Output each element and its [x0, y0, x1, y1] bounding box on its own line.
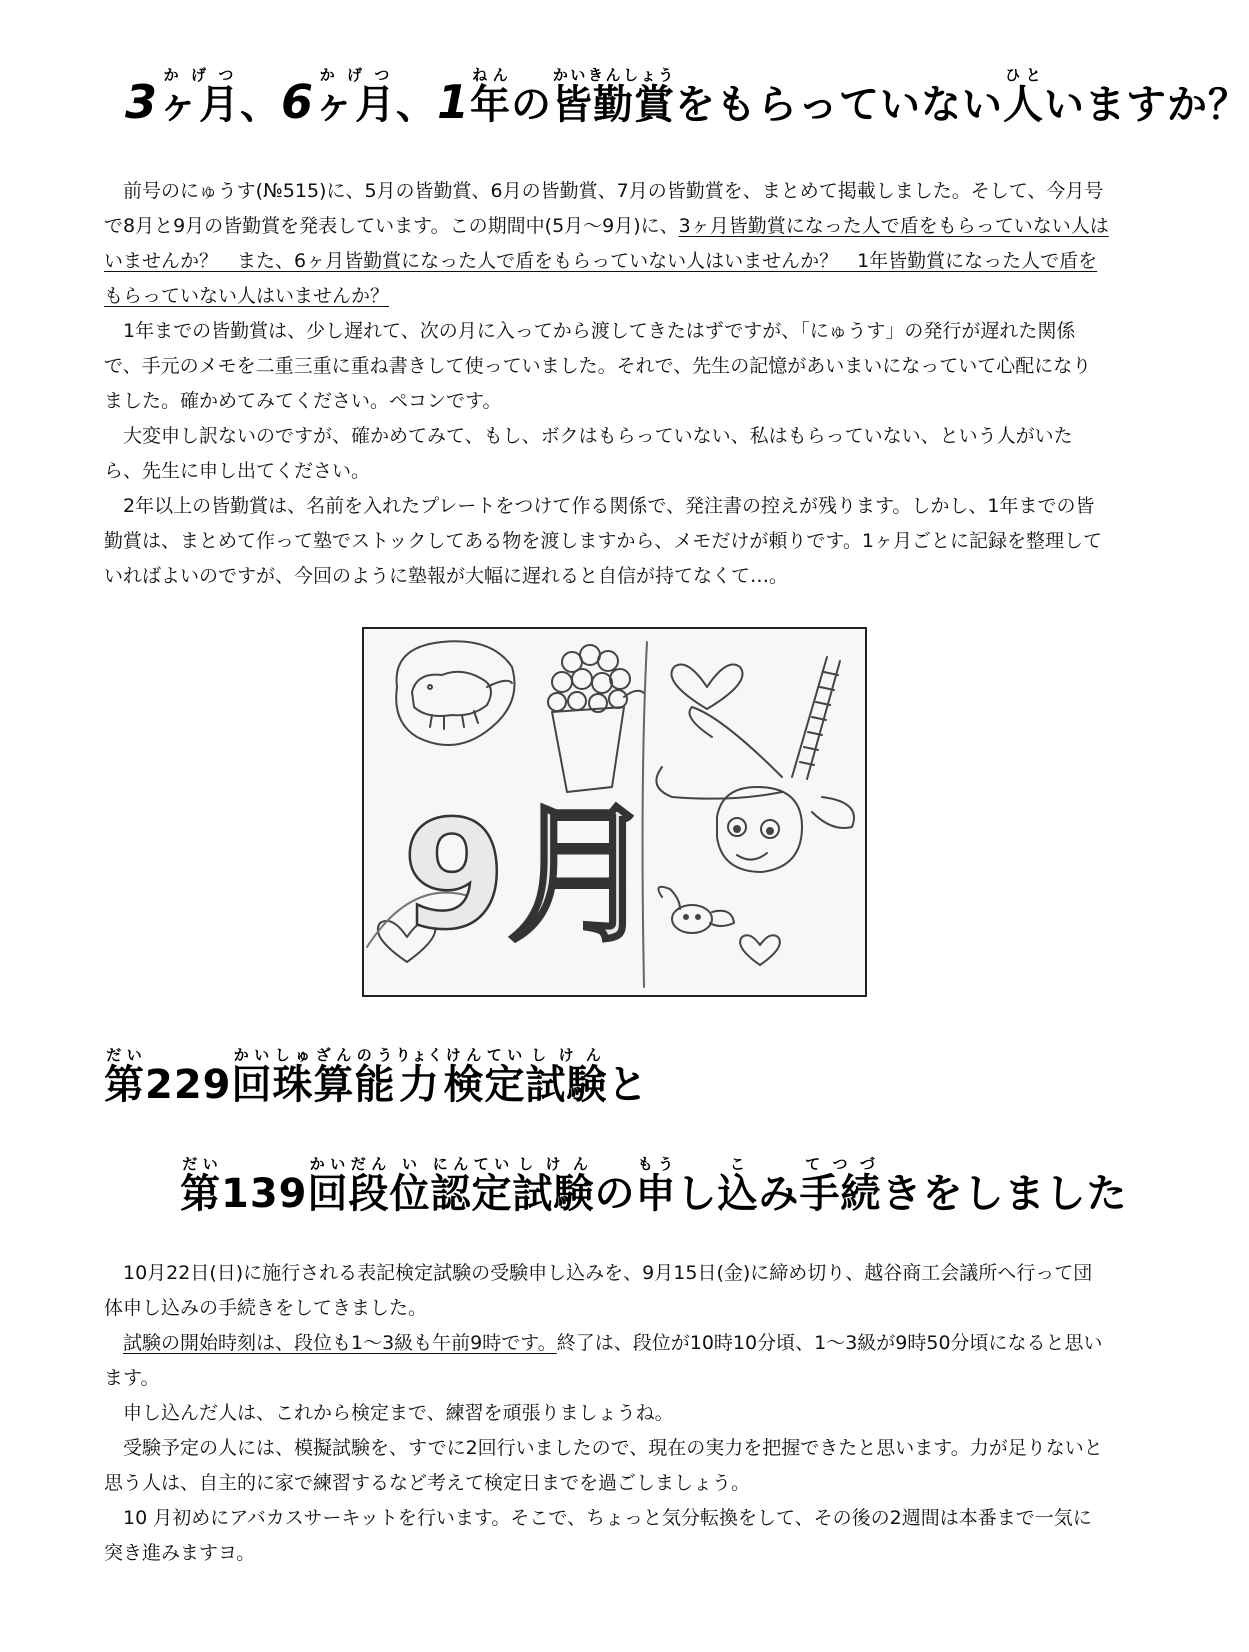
paragraph: 10 月初めにアバカスサーキットを行います。そこで、ちょっと気分転換をして、その後の2週間は本番まで一気に突き進みますヨ。: [104, 1507, 1092, 1564]
paragraph: 大変申し訳ないのですが、確かめてみて、もし、ボクはもらっていない、私はもらっていない、という人がいたら、先生に申し出てください。: [104, 425, 1073, 482]
heading-num-1: 1: [437, 75, 471, 129]
paragraph: 申し込んだ人は、これから検定まで、練習を頑張りましょうね。: [123, 1402, 674, 1424]
month-label: 9月: [402, 789, 657, 963]
ruby-kagetsu-2: ヶ月かげつ: [314, 66, 397, 128]
paragraph: 受験予定の人には、模擬試験を、すでに2回行いましたので、現在の実力を把握できたと思います。力が足りないと思う人は、自主的に家で練習するなど考えて検定日までを過ごしましょう。: [104, 1437, 1103, 1494]
paragraph: 試験の開始時刻は、段位も1～3級も午前9時です。終了は、段位が10時10分頃、1～3級が9時50分頃になると思います。: [104, 1332, 1103, 1389]
heading-exam-line1: 第だい229回かい珠算しゅざん能のう力りょく検定けんてい試験しけんと: [104, 1046, 649, 1108]
heading-num-6: 6: [281, 75, 315, 129]
article-kaikinsho-body: [104, 174, 1110, 594]
paragraph: 前号のにゅうす(№515)に、5月の皆勤賞、6月の皆勤賞、7月の皆勤賞を、まとめて掲載しました。そして、今月号で8月と9月の皆勤賞を発表しています。この期間中(5月～9月)に、3ヶ月皆勤賞になった人で盾をもらっていない人はいませんか？ また、6ヶ月皆勤賞になった人で盾をもらっていない人はいませんか？ 1年皆勤賞になった人で盾をもらっていない人はいませんか？: [104, 180, 1109, 307]
underlined-question: 3ヶ月皆勤賞になった人で盾をもらっていない人はいませんか？ また、6ヶ月皆勤賞になった人で盾をもらっていない人はいませんか？ 1年皆勤賞になった人で盾をもらっていない人はいませんか？: [104, 215, 1109, 307]
heading-exam-line2: 第だい139回かい段だん位い認定にんてい試験しけんの申もうし込こみ手続てつづきをしました: [180, 1155, 1128, 1217]
ruby-hito: 人ひと: [1003, 66, 1045, 128]
paragraph: 10月22日(日)に施行される表記検定試験の受験申し込みを、9月15日(金)に締め切り、越谷商工会議所へ行って団体申し込みの手続きをしてきました。: [104, 1262, 1093, 1319]
ruby-kagetsu-1: ヶ月かげつ: [158, 66, 241, 128]
paragraph: 1年までの皆勤賞は、少し遅れて、次の月に入ってから渡してきたはずですが、「にゅうす」の発行が遅れた関係で、手元のメモを二重三重に重ね書きして使っていました。それで、先生の記憶があいまいになっていて心配になりました。確かめてみてください。ペコンです。: [104, 320, 1092, 412]
ruby-kaikinsho: 皆勤賞かいきんしょう: [552, 66, 676, 128]
underlined-start-time: 試験の開始時刻は、段位も1～3級も午前9時です。: [123, 1332, 557, 1354]
ruby-nen: 年ねん: [470, 66, 512, 128]
heading-kaikinsho: 3ヶ月かげつ、6ヶ月かげつ、1年ねんの皆勤賞かいきんしょうをもらっていない人ひといますか？: [125, 66, 1249, 129]
september-illustration: [362, 627, 867, 997]
heading-num-3: 3: [125, 75, 159, 129]
article-exam-body: [104, 1256, 1110, 1571]
paragraph: 2年以上の皆勤賞は、名前を入れたプレートをつけて作る関係で、発注書の控えが残ります。しかし、1年までの皆勤賞は、まとめて作って塾でストックしてある物を渡しますから、メモだけが頼りです。1ヶ月ごとに記録を整理していればよいのですが、今回のように塾報が大幅に遅れると自信が持てなくて…。: [104, 495, 1103, 587]
